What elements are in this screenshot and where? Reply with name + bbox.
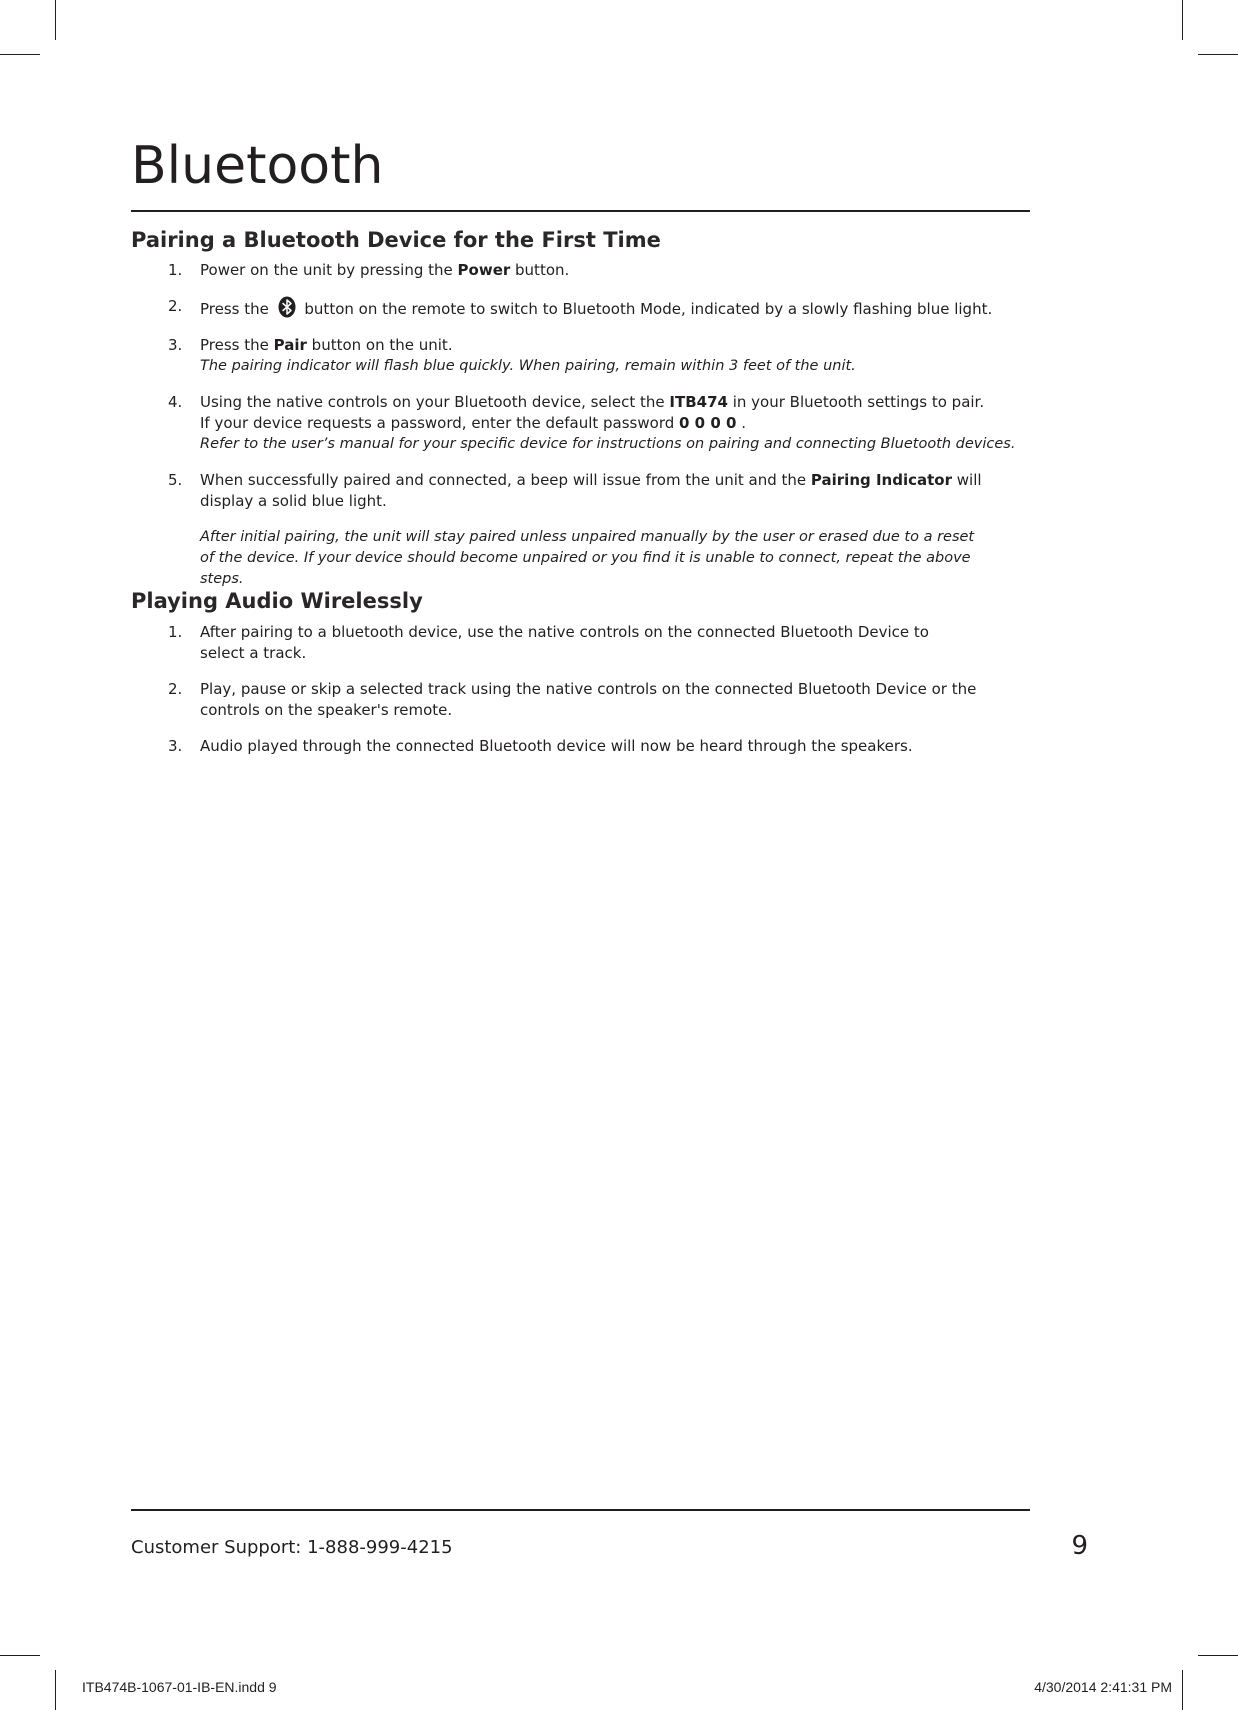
step-note: After initial pairing, the unit will stay paired unless unpaired manually by the user or erased due to a reset of the device. If your device should become unpaired or you find it is unable to connect, repeat the above steps.: [200, 529, 975, 587]
pairing-steps: [131, 260, 1031, 590]
section-heading-playing: Playing Audio Wirelessly: [131, 589, 423, 613]
step-number: 1.: [168, 261, 183, 279]
step-number: 2.: [168, 297, 183, 315]
playing-steps: [131, 622, 1031, 757]
step-text: in your Bluetooth settings to pair.: [727, 393, 985, 411]
default-password: 0 0 0 0: [679, 414, 737, 432]
step-text: Audio played through the connected Bluetooth device will now be heard through the speakers.: [200, 737, 913, 755]
step-number: 5.: [168, 471, 183, 489]
step-number: 4.: [168, 393, 183, 411]
crop-mark: [1198, 54, 1238, 55]
playing-step-3: [131, 736, 1031, 757]
step-bold: Pair: [273, 336, 307, 354]
step-text: Press the: [200, 300, 274, 318]
crop-mark: [1182, 0, 1183, 40]
page-number: 9: [1071, 1531, 1088, 1561]
step-bold: Power: [457, 261, 511, 279]
crop-mark: [0, 1655, 40, 1656]
footer-rule: [131, 1509, 1030, 1511]
step-bold: ITB474: [669, 393, 728, 411]
step-text: If your device requests a password, enter the default password: [200, 414, 680, 432]
step-number: 1.: [168, 623, 183, 641]
pairing-step-2: [131, 296, 1031, 320]
step-text: After pairing to a bluetooth device, use the native controls on the connected Bluetooth Device to: [200, 623, 929, 641]
pairing-step-1: [131, 260, 1031, 281]
step-text: When successfully paired and connected, a beep will issue from the unit and the: [200, 471, 811, 489]
playing-step-1: [131, 622, 1031, 664]
playing-step-2: [131, 679, 1031, 721]
step-text: Press the: [200, 336, 274, 354]
crop-mark: [1182, 1670, 1183, 1710]
step-text: Play, pause or skip a selected track using the native controls on the connected Bluetooth Device or the: [200, 680, 977, 698]
step-number: 3.: [168, 737, 183, 755]
step-text: .: [736, 414, 746, 432]
pairing-step-5: [131, 470, 1031, 590]
step-text: select a track.: [200, 644, 307, 662]
step-text: button.: [510, 261, 570, 279]
step-text: controls on the speaker's remote.: [200, 701, 453, 719]
step-number: 2.: [168, 680, 183, 698]
pairing-step-3: [131, 335, 1031, 377]
slug-timestamp: 4/30/2014 2:41:31 PM: [1034, 1679, 1172, 1695]
step-text: Power on the unit by pressing the: [200, 261, 458, 279]
step-number: 3.: [168, 336, 183, 354]
step-text: button on the unit.: [306, 336, 453, 354]
step-bold: Pairing Indicator: [810, 471, 952, 489]
step-text: will display a solid blue light.: [200, 471, 982, 510]
crop-mark: [55, 0, 56, 40]
crop-mark: [55, 1670, 56, 1710]
step-note: The pairing indicator will flash blue quickly. When pairing, remain within 3 feet of the unit.: [200, 358, 856, 374]
crop-mark: [0, 54, 40, 55]
slug-file: ITB474B-1067-01-IB-EN.indd 9: [82, 1679, 277, 1695]
title-rule: [131, 210, 1030, 212]
step-note: Refer to the user’s manual for your specific device for instructions on pairing and connecting Bluetooth devices.: [200, 436, 1016, 452]
step-text: Using the native controls on your Bluetooth device, select the: [200, 393, 670, 411]
bluetooth-icon: [278, 296, 296, 318]
pairing-step-4: [131, 392, 1031, 455]
page-title: Bluetooth: [131, 136, 384, 196]
customer-support: Customer Support: 1-888-999-4215: [131, 1537, 453, 1558]
section-heading-pairing: Pairing a Bluetooth Device for the First Time: [131, 228, 661, 252]
step-text: button on the remote to switch to Bluetooth Mode, indicated by a slowly flashing blue light.: [299, 300, 993, 318]
crop-mark: [1198, 1655, 1238, 1656]
